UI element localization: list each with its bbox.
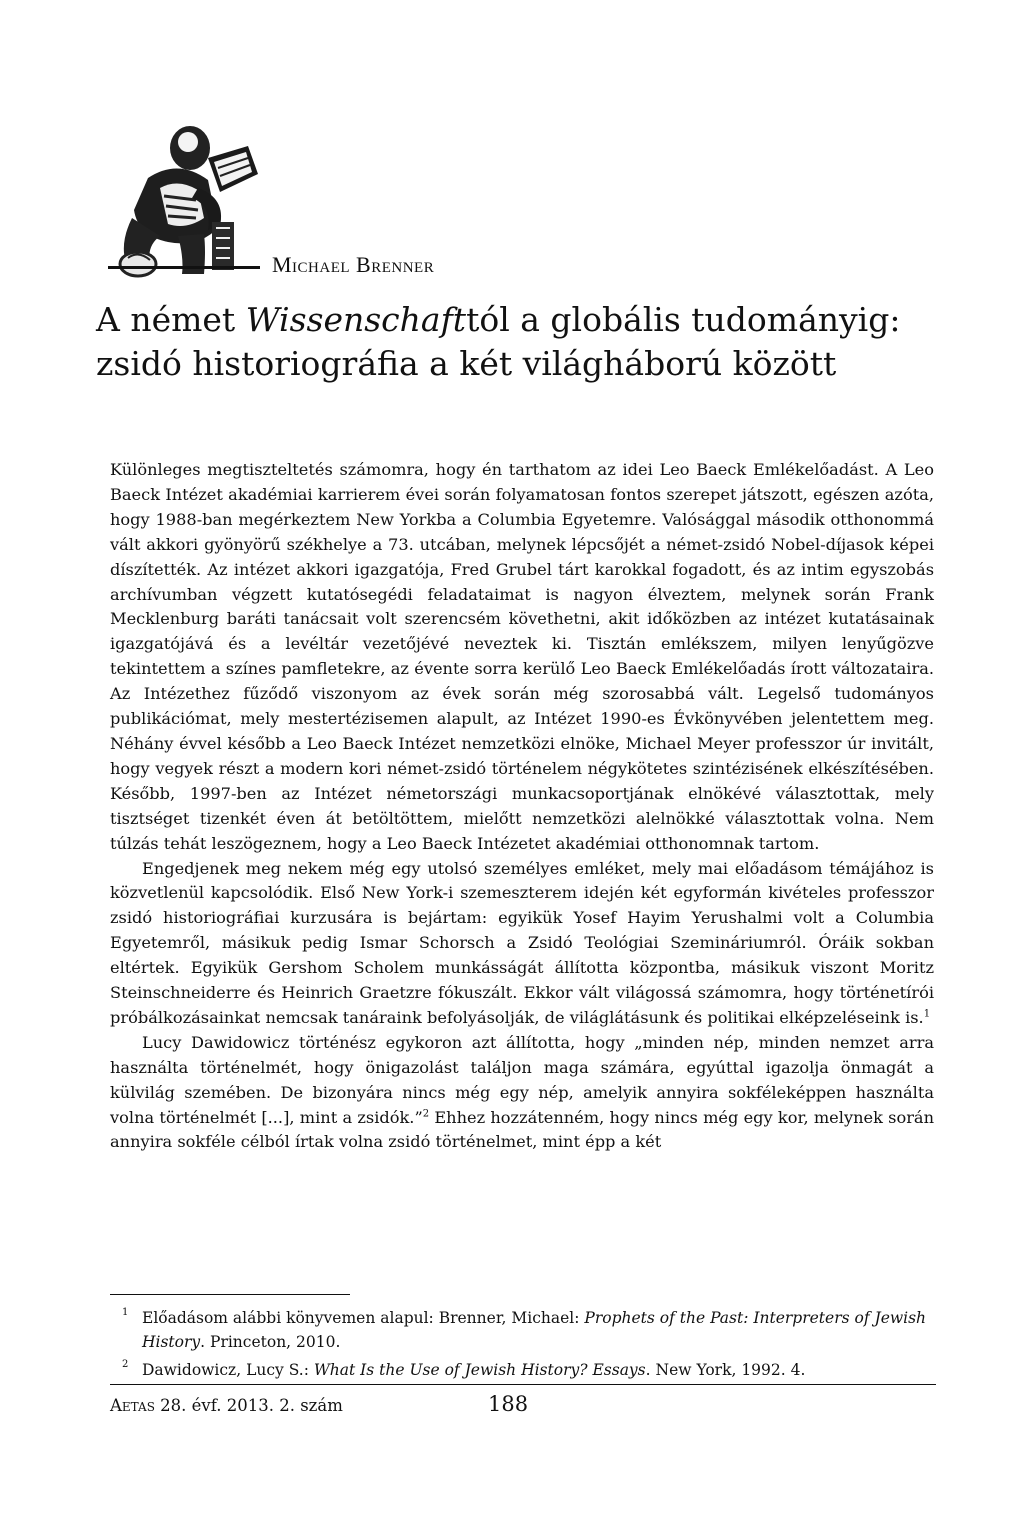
footer-rule — [110, 1384, 936, 1385]
journal-name: Aetas — [110, 1396, 155, 1415]
journal-issue: 28. évf. 2013. 2. szám — [154, 1396, 343, 1415]
paragraph-2: Engedjenek meg nekem még egy utolsó személyes emléket, mely mai előadásom témájához is közvetlenül kapcsolódik. Első New York-i szemeszterem idején két egyformán kivételes professzor zsidó historiográfiai kurzusára is bejártam: egyikük Yosef Hayim Yerushalmi volt a Columbia Egyetemről, másikuk pedig Ismar Schorsch a Zsidó Teológiai Szemináriumról. Óráik sokban eltértek. Egyikük Gershom Scholem munkásságát állította központba, másikuk viszont Moritz Steinschneiderre és Heinrich Graetzre fókuszált. Ekkor vált világossá számomra, hogy történetírói próbálkozásainkat nemcsak tanáraink befolyásolják, de világlátásunk és politikai elképzeléseink is.$^1$ — [110, 858, 934, 1027]
article-body — [110, 458, 934, 1155]
reading-figure-logo-icon — [108, 118, 260, 280]
journal-citation — [110, 1396, 343, 1415]
footnote-ref-1[interactable]: 1 — [923, 1008, 931, 1020]
footnote-ref-2[interactable]: 2 — [422, 1108, 430, 1120]
title-line-1: A német Wissenschafttól a globális tudományig: — [96, 300, 901, 339]
footnote-separator — [110, 1294, 350, 1295]
logo-baseline-rule — [108, 266, 260, 269]
paragraph-3: Lucy Dawidowicz történész egykoron azt állította, hogy „minden nép, minden nemzet arra használta történelmét, hogy önigazolást találjon maga számára, egyúttal igazolja önmagát a külvilág szemében. De bizonyára nincs még egy nép, amelyik annyira sokféleképpen használta volna történelmét [...], mint a zsidók.”$^2$ Ehhez hozzátenném, hogy nincs még egy kor, melynek során annyira sokféle célból írtak volna zsidó történelmet, mint épp a két — [110, 1032, 935, 1152]
title-italic-term: Wissenschaft — [245, 300, 467, 339]
paragraph-1: Különleges megtiszteltetés számomra, hogy én tarthatom az idei Leo Baeck Emlékelőadást. A Leo Baeck Intézet akadémiai karrierem évei során folyamatosan fontos szerepet játszott, egészen azóta, hogy 1988-ban megérkeztem New Yorkba a Columbia Egyetemre. Valósággal második otthonommá vált akkori gyönyörű székhelye a 73. utcában, melynek lépcsőjét a német-zsidó Nobel-díjasok képei díszítették. Az intézet akkori igazgatója, Fred Grubel tárt karokkal fogadott, és az intim egyszobás archívumban végzett kutatósegédi feladataimat is nagyon élveztem, melynek során Frank Mecklenburg baráti tanácsait volt szerencsém követhetni, akit időközben az intézet kutatásainak igazgatójává és a levéltár vezetőjévé neveztek ki. Tisztán emlékszem, milyen lenyűgözve tekintettem a színes pamfletekre, az évente sorra kerülő Leo Baeck Emlékelőadás írott változataira. Az Intézethez fűződő viszonyom az évek során még szorosabbá vált. Legelső tudományos publikációmat, mely mestertézisemen alapult, az Intézet 1990-es Évkönyvében jelentettem meg. Néhány évvel később a Leo Baeck Intézet nemzetközi elnöke, Michael Meyer professzor úr invitált, hogy vegyek részt a modern kori német-zsidó történelem négykötetes szintézisének elkészítésében. Később, 1997-ben az Intézet németországi munkacsoportjának elnökévé választottak, mely tisztséget tizenkét éven át betöltöttem, mielőtt nemzetközi alelnökké választottak volna. Nem túlzás tehát leszögeznem, hogy a Leo Baeck Intézetet akadémiai otthonomnak tartom. — [110, 460, 934, 853]
footnote-number: 2 — [122, 1359, 129, 1370]
footnote-number: 1 — [122, 1307, 129, 1318]
footnote-1: 1 Előadásom alábbi könyvemen alapul: Brenner, Michael: Prophets of the Past: Interpreters of Jewish History. Princeton, 2010. — [110, 1306, 934, 1354]
footnotes — [110, 1306, 934, 1386]
page-number: 188 — [488, 1392, 529, 1416]
footnote-2: 2 Dawidowicz, Lucy S.: What Is the Use of Jewish History? Essays. New York, 1992. 4. — [110, 1358, 934, 1382]
article-title — [96, 298, 956, 386]
title-line-2: zsidó historiográfia a két világháború között — [96, 344, 837, 383]
author-name: Michael Brenner — [272, 252, 435, 277]
